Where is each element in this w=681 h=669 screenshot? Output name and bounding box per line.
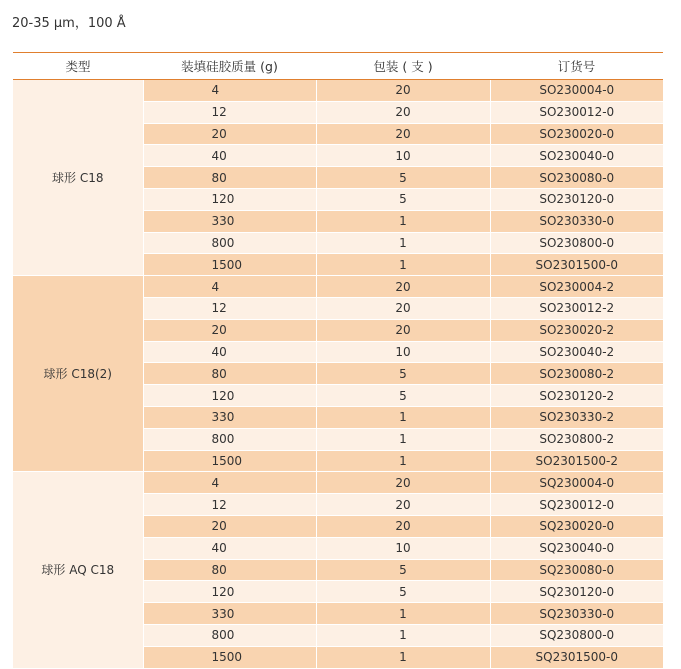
order-number-cell: SQ230800-0 [490, 624, 663, 646]
order-number-cell: SO230800-2 [490, 428, 663, 450]
order-number-cell: SO230040-2 [490, 341, 663, 363]
order-number-cell: SO2301500-0 [490, 254, 663, 276]
package-cell: 5 [316, 581, 490, 603]
product-spec-table [13, 52, 663, 669]
column-header-package: 包装 ( 支 ) [316, 53, 490, 80]
product-type-cell: 球形 C18(2) [13, 276, 143, 472]
order-number-cell: SO230020-2 [490, 319, 663, 341]
order-number-cell: SO230004-0 [490, 80, 663, 102]
order-number-cell: SO230004-2 [490, 276, 663, 298]
column-header-type: 类型 [13, 53, 143, 80]
column-header-mass: 装填硅胶质量 (g) [143, 53, 316, 80]
package-cell: 5 [316, 385, 490, 407]
column-header-order: 订货号 [490, 53, 663, 80]
mass-cell: 40 [143, 341, 316, 363]
package-cell: 20 [316, 319, 490, 341]
order-number-cell: SO230012-0 [490, 101, 663, 123]
package-cell: 20 [316, 101, 490, 123]
order-number-cell: SQ230004-0 [490, 472, 663, 494]
package-cell: 20 [316, 80, 490, 102]
mass-cell: 4 [143, 80, 316, 102]
package-cell: 1 [316, 254, 490, 276]
mass-cell: 12 [143, 494, 316, 516]
mass-cell: 330 [143, 603, 316, 625]
package-cell: 1 [316, 428, 490, 450]
order-number-cell: SQ230080-0 [490, 559, 663, 581]
order-number-cell: SO230020-0 [490, 123, 663, 145]
mass-cell: 330 [143, 406, 316, 428]
mass-cell: 800 [143, 232, 316, 254]
order-number-cell: SO230120-0 [490, 188, 663, 210]
mass-cell: 80 [143, 363, 316, 385]
mass-cell: 1500 [143, 254, 316, 276]
table-row [13, 276, 663, 298]
mass-cell: 40 [143, 537, 316, 559]
spec-subtitle: 20-35 μm，100 Å [12, 16, 126, 31]
order-number-cell: SQ230120-0 [490, 581, 663, 603]
order-number-cell: SQ230020-0 [490, 515, 663, 537]
mass-cell: 80 [143, 167, 316, 189]
table-header-row [13, 53, 663, 80]
mass-cell: 20 [143, 123, 316, 145]
mass-cell: 800 [143, 624, 316, 646]
order-number-cell: SQ230040-0 [490, 537, 663, 559]
package-cell: 20 [316, 515, 490, 537]
order-number-cell: SQ230330-0 [490, 603, 663, 625]
package-cell: 10 [316, 145, 490, 167]
package-cell: 10 [316, 341, 490, 363]
order-number-cell: SO230800-0 [490, 232, 663, 254]
order-number-cell: SO2301500-2 [490, 450, 663, 472]
mass-cell: 20 [143, 319, 316, 341]
package-cell: 20 [316, 123, 490, 145]
package-cell: 10 [316, 537, 490, 559]
package-cell: 1 [316, 603, 490, 625]
order-number-cell: SO230012-2 [490, 297, 663, 319]
order-number-cell: SQ2301500-0 [490, 646, 663, 668]
order-number-cell: SO230040-0 [490, 145, 663, 167]
mass-cell: 800 [143, 428, 316, 450]
package-cell: 5 [316, 167, 490, 189]
package-cell: 20 [316, 494, 490, 516]
table-row [13, 472, 663, 494]
product-type-cell: 球形 AQ C18 [13, 472, 143, 668]
package-cell: 5 [316, 559, 490, 581]
mass-cell: 20 [143, 515, 316, 537]
mass-cell: 330 [143, 210, 316, 232]
mass-cell: 40 [143, 145, 316, 167]
mass-cell: 12 [143, 101, 316, 123]
order-number-cell: SO230080-2 [490, 363, 663, 385]
mass-cell: 120 [143, 188, 316, 210]
mass-cell: 4 [143, 472, 316, 494]
mass-cell: 1500 [143, 450, 316, 472]
package-cell: 1 [316, 450, 490, 472]
table-row [13, 80, 663, 102]
mass-cell: 120 [143, 581, 316, 603]
package-cell: 1 [316, 624, 490, 646]
mass-cell: 4 [143, 276, 316, 298]
order-number-cell: SO230330-0 [490, 210, 663, 232]
package-cell: 20 [316, 276, 490, 298]
order-number-cell: SQ230012-0 [490, 494, 663, 516]
product-type-cell: 球形 C18 [13, 80, 143, 276]
order-number-cell: SO230330-2 [490, 406, 663, 428]
table-body [13, 80, 663, 669]
package-cell: 20 [316, 472, 490, 494]
order-number-cell: SO230080-0 [490, 167, 663, 189]
package-cell: 20 [316, 297, 490, 319]
package-cell: 1 [316, 406, 490, 428]
mass-cell: 1500 [143, 646, 316, 668]
package-cell: 1 [316, 646, 490, 668]
package-cell: 5 [316, 188, 490, 210]
mass-cell: 12 [143, 297, 316, 319]
mass-cell: 80 [143, 559, 316, 581]
package-cell: 5 [316, 363, 490, 385]
package-cell: 1 [316, 232, 490, 254]
order-number-cell: SO230120-2 [490, 385, 663, 407]
package-cell: 1 [316, 210, 490, 232]
mass-cell: 120 [143, 385, 316, 407]
